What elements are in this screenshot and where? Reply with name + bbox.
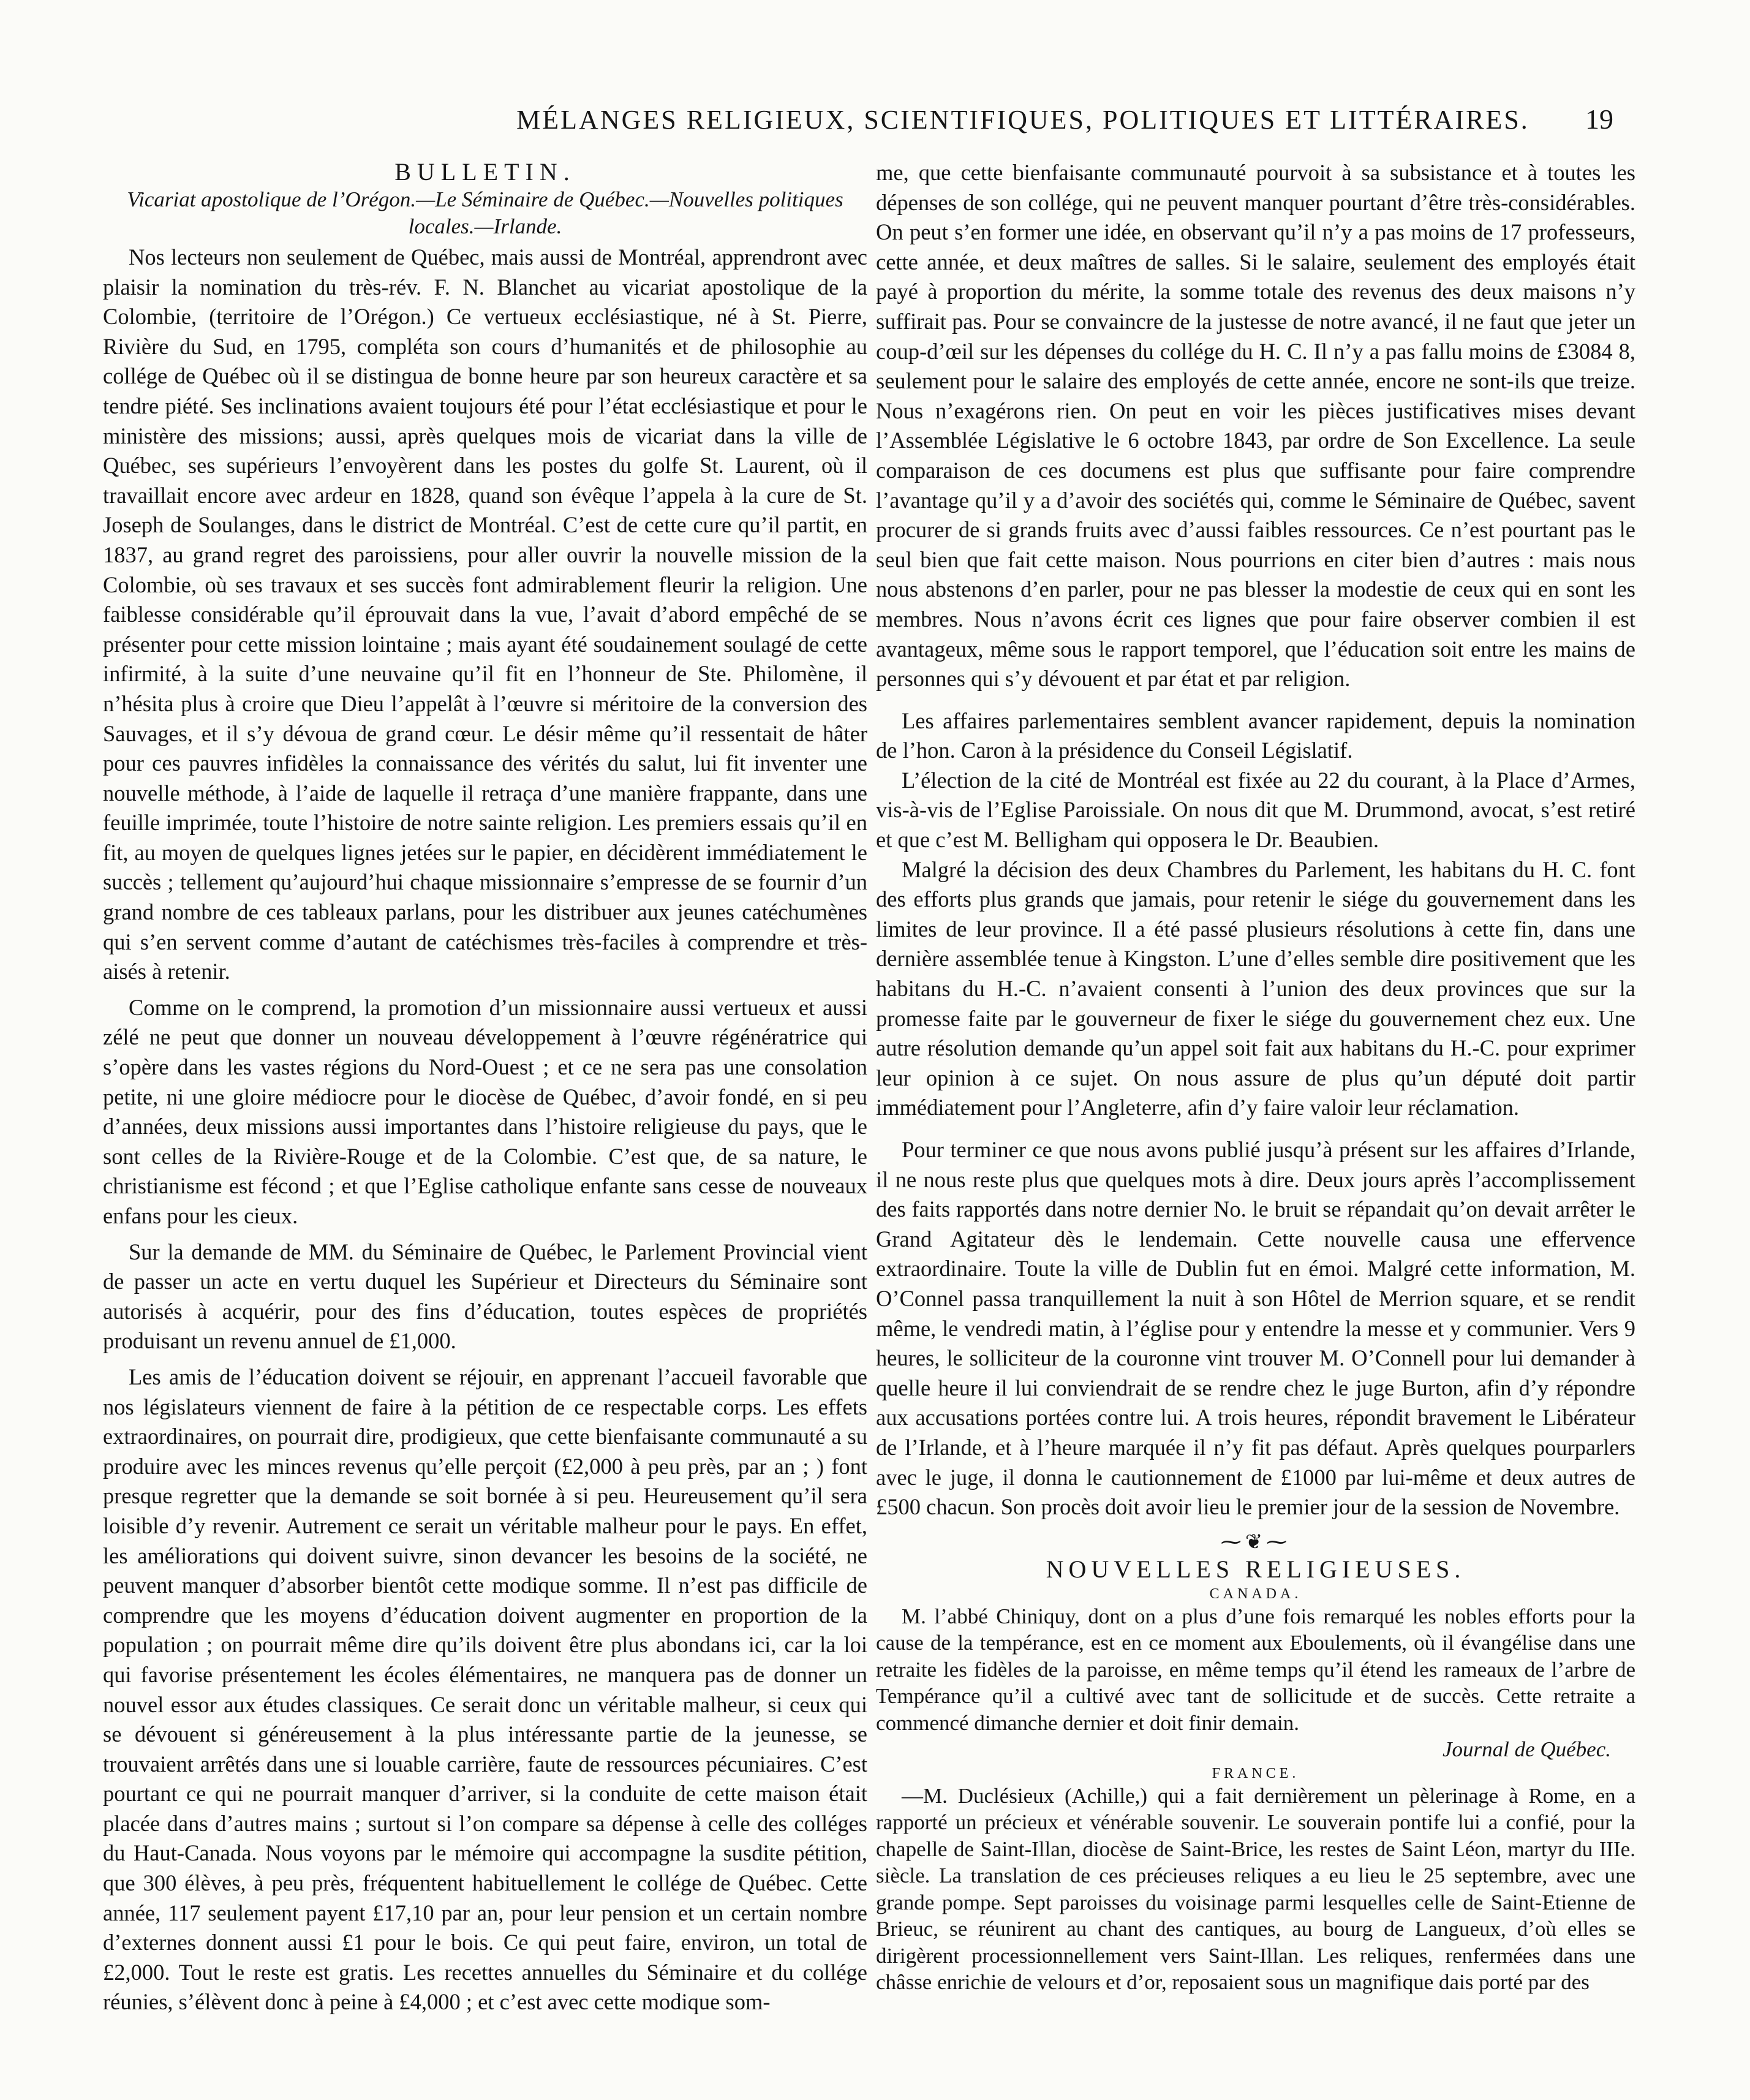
region-heading-canada: CANADA. xyxy=(1209,1585,1302,1602)
section-ornament: ⁓❦⁓ xyxy=(1220,1530,1291,1554)
article-paragraph: Nos lecteurs non seulement de Québec, mais aussi de Montréal, apprendront avec plaisir la nomination du très-rév. F. N. Blanchet au vicariat apostolique de la Colombie, (territoire de l’Orégon.) Ce vertueux ecclésiastique, né à St. Pierre, Rivière du Sud, en 1795, compléta son cours d’humanités et de philosophie au collége de Québec où il se distingua de bonne heure par son heureux caractère et sa tendre piété. Ses inclinations avaient toujours été pour l’état ecclésiastique et pour le ministère des missions; aussi, après quelques mois de vicariat dans la ville de Québec, ses supérieurs l’envoyèrent dans les postes du golfe St. Laurent, où il travaillait encore avec ardeur en 1828, quand son évêque l’appela à la cure de St. Joseph de Soulanges, dans le district de Montréal. C’est de cette cure qu’il partit, en 1837, au grand regret des paroissiens, pour aller ouvrir la nouvelle mission de la Colombie, où ses travaux et ses succès font admirablement fleurir la religion. Une faiblesse considérable qu’il éprouvait dans la vue, l’avait d’abord empêché de se présenter pour cette mission lointaine ; mais ayant été soudainement soulagé de cette infirmité, à la suite d’une neuvaine qu’il fit en l’honneur de Ste. Philomène, il n’hésita plus à croire que Dieu l’appelât à l’œuvre si méritoire de la conversion des Sauvages, et il s’y dévoua de grand cœur. Le désir même qu’il ressentait de hâter pour ces pauvres infidèles la connaissance des vérités du salut, lui fit inventer une nouvelle méthode, à l’aide de laquelle il retraça d’une manière frappante, dans une feuille imprimée, toute l’histoire de notre sainte religion. Les premiers essais qu’il en fit, au moyen de quelques lignes jetées sur le papier, en décidèrent immédiatement le succès ; tellement qu’aujourd’hui chaque missionnaire s’empresse de se fournir d’un grand nombre de ces tableaux parlans, pour les distribuer aux jeunes catéchumènes qui s’en servent comme d’autant de catéchismes très-faciles à comprendre et très-aisés à retenir. xyxy=(103,244,867,984)
bulletin-subtitle: Vicariat apostolique de l’Orégon.—Le Séminaire de Québec.—Nouvelles politiques locales.—Irlande. xyxy=(127,187,843,238)
news-paragraph: M. l’abbé Chiniquy, dont on a plus d’une fois remarqué les nobles efforts pour la cause de la tempérance, est en ce moment aux Eboulements, où il évangélise dans une retraite les fidèles de la paroisse, en même temps qu’il étend les rameaux de l’arbre de Tempérance qu’il a cultivé avec tant de sollicitude et de succès. Cette retraite a commencé dimanche dernier et doit finir demain. xyxy=(876,1604,1635,1735)
left-column xyxy=(103,158,867,2017)
article-paragraph: me, que cette bienfaisante communauté pourvoit à sa subsistance et à toutes les dépenses de son collége, qui ne peuvent manquer pourtant d’être très-considérables. On peut s’en former une idée, en observant qu’il n’y a pas moins de 17 professeurs, cette année, et deux maîtres de salles. Si le salaire, seulement des employés était payé à proportion du mérite, la somme totale des revenus des deux maisons n’y suffirait pas. Pour se convaincre de la justesse de notre avancé, il ne faut que jeter un coup-d’œil sur les dépenses du collége du H. C. Il n’y a pas fallu moins de £3084 8, seulement pour le salaire des employés de cette année, encore ne sont-ils que treize. Nous n’exagérons rien. On peut en voir les pièces justificatives mises devant l’Assemblée Législative le 6 octobre 1843, par ordre de Son Excellence. La seule comparaison de ces documens est plus que suffisante pour faire comprendre l’avantage qu’il y a d’avoir des sociétés qui, comme le Séminaire de Québec, savent procurer de si grands fruits avec d’aussi faibles ressources. Ce n’est pourtant pas le seul bien que fait cette maison. Nous pourrions en citer bien d’autres : mais nous nous abstenons d’en parler, pour ne pas blesser la modestie de ceux qui en sont les membres. Nous n’avons écrit ces lignes que pour faire observer combien il est avantageux, même sous le rapport temporel, que l’éducation soit entre les mains de personnes qui s’y dévouent et par état et par religion. xyxy=(876,160,1635,692)
article-paragraph: Sur la demande de MM. du Séminaire de Québec, le Parlement Provincial vient de passer un acte en vertu duquel les Supérieur et Directeurs du Séminaire sont autorisés à acquérir, pour des fins d’éducation, toutes espèces de propriétés produisant un revenu annuel de £1,000. xyxy=(103,1239,867,1354)
region-heading-france: FRANCE. xyxy=(1212,1765,1300,1781)
right-column xyxy=(876,158,1635,1996)
bulletin-title: BULLETIN. xyxy=(394,158,576,186)
news-paragraph: Malgré la décision des deux Chambres du Parlement, les habitans du H. C. font des efforts plus grands que jamais, pour retenir le siége du gouvernement dans les limites de leur province. Il a été passé plusieurs résolutions à cette fin, dans une dernière assemblée tenue à Kingston. L’une d’elles semble dire positivement que les habitans du H.-C. n’avaient consenti à l’union des deux provinces que sur la promesse faite par le gouverneur de fixer le siége du gouvernement chez eux. Une autre résolution demande qu’un appel soit fait aux habitans du H.-C. pour exprimer leur opinion à ce sujet. On nous assure de plus qu’un député doit partir immédiatement pour l’Angleterre, afin d’y faire valoir leur réclamation. xyxy=(876,856,1635,1120)
running-title: MÉLANGES RELIGIEUX, SCIENTIFIQUES, POLITIQUES ET LITTÉRAIRES. xyxy=(516,105,1529,135)
news-paragraph: Pour terminer ce que nous avons publié jusqu’à présent sur les affaires d’Irlande, il ne nous reste plus que quelques mots à dire. Deux jours après l’accomplissement des faits rapportés dans notre dernier No. le bruit se répandait qu’on devait arrêter le Grand Agitateur dès le lendemain. Cette nouvelle causa une effervence extraordinaire. Toute la ville de Dublin fut en émoi. Malgré cette information, M. O’Connel passa tranquillement la nuit à son Hôtel de Merrion square, et se rendit même, le vendredi matin, à l’église pour y entendre la messe et y communier. Vers 9 heures, le solliciteur de la couronne vint trouver M. O’Connell pour lui demander à quelle heure il lui conviendrait de se rendre chez le juge Burton, afin d’y répondre aux accusations portées contre lui. A trois heures, répondit bravement le Libérateur de l’Irlande, et à l’heure marquée il n’y fit pas défaut. Après quelques pourparlers avec le juge, il donna le cautionnement de £1000 par lui-même et deux autres de £500 chacun. Son procès doit avoir lieu le premier jour de la session de Novembre. xyxy=(876,1137,1635,1520)
news-paragraph: Les affaires parlementaires semblent avancer rapidement, depuis la nomination de l’hon. Caron à la présidence du Conseil Législatif. xyxy=(876,708,1635,763)
article-paragraph: Les amis de l’éducation doivent se réjouir, en apprenant l’accueil favorable que nos législateurs viennent de faire à la pétition de ce respectable corps. Les effets extraordinaires, on pourrait dire, prodigieux, que cette bienfaisante communauté a su produire avec les minces revenus qu’elle perçoit (£2,000 à peu près, par an ; ) font presque regretter que la demande se soit bornée à si peu. Heureusement qu’il sera loisible d’y revenir. Autrement ce serait un véritable malheur pour le pays. En effet, les améliorations qui doivent suivre, sinon devancer les besoins de la société, ne peuvent manquer d’absorber bientôt cette modique somme. Il n’est pas difficile de comprendre que les moyens d’éducation doivent augmenter en proportion de la population ; on pourrait même dire qu’ils doivent être plus abondans ici, car la loi qui favorise présentement les écoles élémentaires, ne manquera pas de donner un nouvel essor aux études classiques. Ce serait donc un véritable malheur, si ceux qui se dévouent si généreusement à la plus intéressante partie de la jeunesse, se trouvaient arrêtés dans une si louable carrière, faute de ressources pécuniaires. C’est pourtant ce qui ne pourrait manquer d’arriver, si la conduite de cette maison était placée dans d’autres mains ; surtout si l’on compare sa dépense à celle des colléges du Haut-Canada. Nous voyons par le mémoire qui accompagne la susdite pétition, que 300 élèves, à peu près, fréquentent habituellement le collége de Québec. Cette année, 117 seulement payent £17,10 par an, pour leur pension et un certain nombre d’externes donnent aussi £1 pour le bois. Ce qui peut faire, environ, un total de £2,000. Tout le reste est gratis. Les recettes annuelles du Séminaire et du collége réunies, s’élèvent donc à peine à £4,000 ; et c’est avec cette modique som- xyxy=(103,1364,867,2015)
news-paragraph: L’élection de la cité de Montréal est fixée au 22 du courant, à la Place d’Armes, vis-à-vis de l’Eglise Paroissiale. On nous dit que M. Drummond, avocat, s’est retiré et que c’est M. Belligham qui opposera le Dr. Beaubien. xyxy=(876,767,1635,853)
nouvelles-block xyxy=(876,1585,1635,1996)
source-citation: Journal de Québec. xyxy=(1442,1737,1611,1762)
page-number: 19 xyxy=(1585,104,1613,135)
news-paragraph: —M. Duclésieux (Achille,) qui a fait dernièrement un pèlerinage à Rome, en a rapporté un précieux et vénérable souvenir. Le souverain pontife lui a confié, pour la chapelle de Saint-Illan, diocèse de Saint-Brice, les restes de Saint Léon, martyr du IIIe. siècle. La translation de ces précieuses reliques a eu lieu le 25 septembre, avec une grande pompe. Sept paroisses du voisinage parmi lesquelles celle de Saint-Etienne de Brieuc, se réunirent au chant des cantiques, au bourg de Langueux, d’où elles se dirigèrent processionnellement vers Saint-Illan. Les reliques, renfermées dans une châsse enrichie de velours et d’or, reposaient sous un magnifique dais porté par des xyxy=(876,1783,1635,1995)
nouvelles-title: NOUVELLES RELIGIEUSES. xyxy=(1046,1555,1466,1583)
article-paragraph: Comme on le comprend, la promotion d’un missionnaire aussi vertueux et aussi zélé ne peut que donner un nouveau développement à l’œuvre régénératrice qui s’opère dans les vastes régions du Nord-Ouest ; et ce ne sera pas une consolation petite, ni une gloire médiocre pour le diocèse de Québec, d’avoir fondé, en si peu d’années, deux missions aussi importantes dans l’histoire religieuse du pays, que le sont celles de la Rivière-Rouge et de la Colombie. C’est que, de sa nature, le christianisme est fécond ; et que l’Eglise catholique enfante sans cesse de nouveaux enfans pour les cieux. xyxy=(103,994,867,1228)
